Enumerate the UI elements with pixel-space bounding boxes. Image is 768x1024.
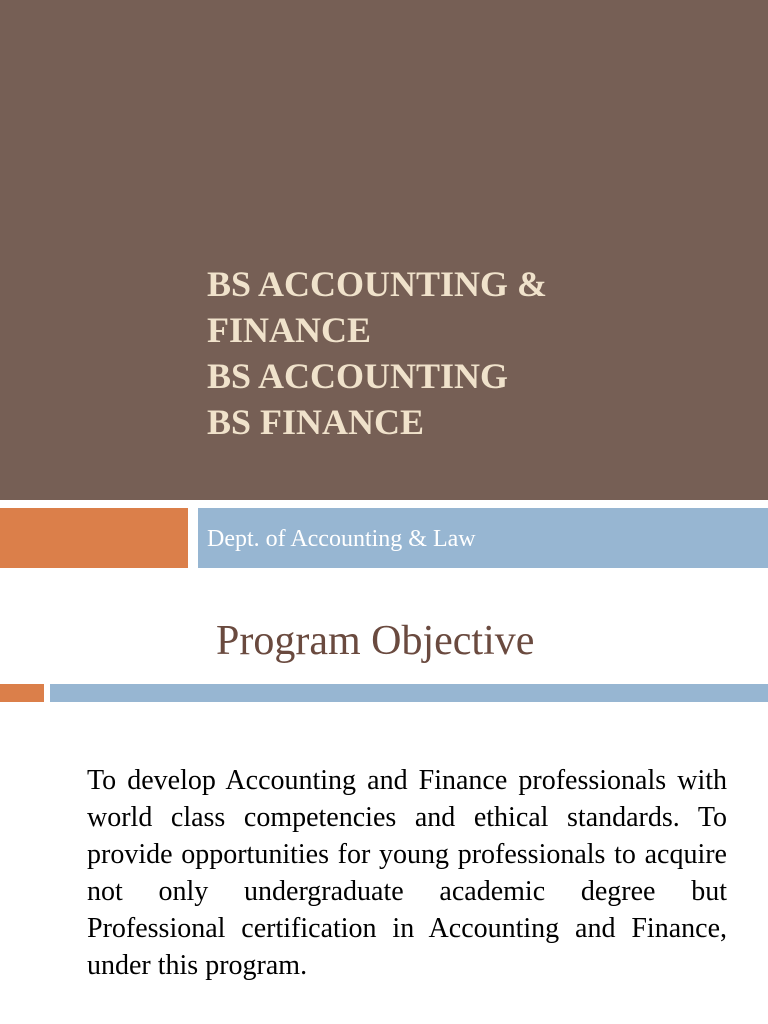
blue-divider-bar (50, 684, 768, 702)
orange-divider-bar (0, 684, 44, 702)
title-line: FINANCE (207, 310, 372, 350)
title-block (0, 0, 768, 500)
department-subtitle: Dept. of Accounting & Law (207, 526, 476, 552)
objective-paragraph: To develop Accounting and Finance professionals with world class competencies and ethical standards. To provide opportunities for young professionals to acquire not only undergraduate academic degree but Professional certification in Accounting and Finance, under this program. (87, 765, 727, 981)
section-title: Program Objective (216, 618, 535, 664)
title-line: BS ACCOUNTING & (207, 264, 548, 304)
title-line: BS FINANCE (207, 402, 425, 442)
slide-title (207, 261, 547, 445)
title-line: BS ACCOUNTING (207, 356, 509, 396)
orange-accent-bar (0, 508, 188, 568)
